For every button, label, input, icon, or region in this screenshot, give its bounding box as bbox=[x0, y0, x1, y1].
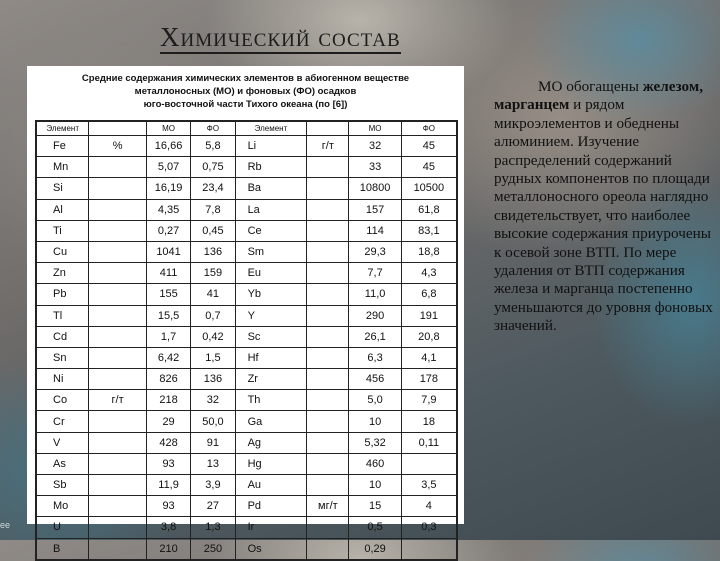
caption-line: металлоносных (МО) и фоновых (ФО) осадков bbox=[134, 86, 357, 97]
table-cell: 114 bbox=[349, 220, 401, 241]
table-cell: 26,1 bbox=[349, 326, 401, 347]
table-row bbox=[36, 390, 457, 411]
table-row bbox=[36, 199, 457, 220]
table-cell bbox=[307, 305, 349, 326]
table-cell: 10800 bbox=[349, 178, 401, 199]
table-cell bbox=[307, 538, 349, 560]
caption-line: юго-восточной части Тихого океана (по [6]) bbox=[143, 99, 348, 110]
table-cell: 6,3 bbox=[349, 347, 401, 368]
table-cell bbox=[307, 453, 349, 474]
table-cell: Si bbox=[36, 178, 89, 199]
table-row bbox=[36, 157, 457, 178]
table-cell bbox=[307, 178, 349, 199]
table-cell bbox=[89, 347, 146, 368]
table-cell: La bbox=[235, 199, 307, 220]
table-cell: 0,29 bbox=[349, 538, 401, 560]
table-cell: 0,45 bbox=[191, 220, 235, 241]
table-cell: 191 bbox=[401, 305, 457, 326]
table-cell: 83,1 bbox=[401, 220, 457, 241]
description-bold: железом, марганцем bbox=[494, 78, 703, 114]
table-cell: Cd bbox=[36, 326, 89, 347]
table-row bbox=[36, 475, 457, 496]
table-card bbox=[27, 66, 464, 555]
table-cell: Co bbox=[36, 390, 89, 411]
description-text bbox=[494, 78, 716, 336]
table-cell: 15 bbox=[349, 496, 401, 517]
table-cell: 428 bbox=[146, 432, 190, 453]
table-cell: 4,3 bbox=[401, 263, 457, 284]
table-row bbox=[36, 263, 457, 284]
table-cell: 0,3 bbox=[401, 517, 457, 538]
table-cell: 0,7 bbox=[191, 305, 235, 326]
table-cell: 10 bbox=[349, 411, 401, 432]
table-cell bbox=[307, 517, 349, 538]
table-cell: 15,5 bbox=[146, 305, 190, 326]
table-cell bbox=[307, 284, 349, 305]
table-cell: 6,42 bbox=[146, 347, 190, 368]
table-cell: 18 bbox=[401, 411, 457, 432]
table-cell bbox=[307, 475, 349, 496]
table-cell: 5,0 bbox=[349, 390, 401, 411]
table-cell bbox=[307, 199, 349, 220]
table-cell: B bbox=[36, 538, 89, 560]
table-row bbox=[36, 347, 457, 368]
composition-table bbox=[35, 120, 458, 561]
table-cell: Pd bbox=[235, 496, 307, 517]
table-cell: V bbox=[36, 432, 89, 453]
table-cell bbox=[89, 263, 146, 284]
table-cell: Zr bbox=[235, 369, 307, 390]
table-cell: 16,19 bbox=[146, 178, 190, 199]
table-cell: 27 bbox=[191, 496, 235, 517]
table-cell: 11,9 bbox=[146, 475, 190, 496]
table-cell: Al bbox=[36, 199, 89, 220]
table-cell bbox=[89, 432, 146, 453]
table-cell bbox=[307, 369, 349, 390]
table-cell: 3,9 bbox=[191, 475, 235, 496]
table-cell: г/т bbox=[89, 390, 146, 411]
table-cell: 3,8 bbox=[146, 517, 190, 538]
table-cell bbox=[89, 475, 146, 496]
table-cell: 45 bbox=[401, 136, 457, 157]
table-cell: 20,8 bbox=[401, 326, 457, 347]
table-cell bbox=[307, 411, 349, 432]
table-cell bbox=[307, 263, 349, 284]
table-cell: 29 bbox=[146, 411, 190, 432]
table-cell: Fe bbox=[36, 136, 89, 157]
table-row bbox=[36, 432, 457, 453]
table-row bbox=[36, 136, 457, 157]
table-cell: 0,42 bbox=[191, 326, 235, 347]
table-cell: 5,8 bbox=[191, 136, 235, 157]
table-cell: 16,66 bbox=[146, 136, 190, 157]
table-cell: Ti bbox=[36, 220, 89, 241]
table-cell bbox=[89, 199, 146, 220]
col-header-mo: МО bbox=[146, 121, 190, 136]
table-cell: 5,32 bbox=[349, 432, 401, 453]
table-cell: Cr bbox=[36, 411, 89, 432]
table-cell: 178 bbox=[401, 369, 457, 390]
table-cell: 7,9 bbox=[401, 390, 457, 411]
table-cell bbox=[307, 347, 349, 368]
table-cell: 5,07 bbox=[146, 157, 190, 178]
table-cell: Ga bbox=[235, 411, 307, 432]
table-cell: Tl bbox=[36, 305, 89, 326]
table-cell bbox=[307, 220, 349, 241]
table-cell: 32 bbox=[191, 390, 235, 411]
table-cell: 290 bbox=[349, 305, 401, 326]
description-intro: МО обогащены bbox=[538, 78, 643, 95]
table-cell: % bbox=[89, 136, 146, 157]
table-cell: 10500 bbox=[401, 178, 457, 199]
table-cell bbox=[89, 241, 146, 262]
table-cell: 50,0 bbox=[191, 411, 235, 432]
table-cell: 1041 bbox=[146, 241, 190, 262]
table-cell: 4,1 bbox=[401, 347, 457, 368]
table-cell: 250 bbox=[191, 538, 235, 560]
table-cell: мг/т bbox=[307, 496, 349, 517]
table-cell: 4,35 bbox=[146, 199, 190, 220]
table-cell: Ir bbox=[235, 517, 307, 538]
table-cell bbox=[89, 220, 146, 241]
table-cell: Ag bbox=[235, 432, 307, 453]
table-cell: Ni bbox=[36, 369, 89, 390]
table-row bbox=[36, 369, 457, 390]
table-cell: 10 bbox=[349, 475, 401, 496]
table-cell: Au bbox=[235, 475, 307, 496]
table-row bbox=[36, 284, 457, 305]
table-cell bbox=[89, 453, 146, 474]
table-cell: 41 bbox=[191, 284, 235, 305]
table-cell: 7,7 bbox=[349, 263, 401, 284]
table-cell: Sc bbox=[235, 326, 307, 347]
table-cell: 155 bbox=[146, 284, 190, 305]
col-header-element: Элемент bbox=[235, 121, 307, 136]
table-cell: Zn bbox=[36, 263, 89, 284]
table-cell: Mn bbox=[36, 157, 89, 178]
table-cell: 33 bbox=[349, 157, 401, 178]
table-cell: 0,5 bbox=[349, 517, 401, 538]
table-cell: г/т bbox=[307, 136, 349, 157]
table-cell: 13 bbox=[191, 453, 235, 474]
table-cell: Os bbox=[235, 538, 307, 560]
caption-line: Средние содержания химических элементов в абиогенном веществе bbox=[81, 73, 410, 84]
col-header-fo: ФО bbox=[191, 121, 235, 136]
table-cell: Sn bbox=[36, 347, 89, 368]
slide-title: Химический состав bbox=[160, 22, 401, 52]
table-cell: Yb bbox=[235, 284, 307, 305]
table-cell: Cu bbox=[36, 241, 89, 262]
table-row bbox=[36, 453, 457, 474]
table-cell bbox=[89, 157, 146, 178]
table-cell: 4 bbox=[401, 496, 457, 517]
table-row bbox=[36, 305, 457, 326]
table-cell: 1,3 bbox=[191, 517, 235, 538]
table-cell: 45 bbox=[401, 157, 457, 178]
table-cell: 0,11 bbox=[401, 432, 457, 453]
table-cell: 411 bbox=[146, 263, 190, 284]
table-cell bbox=[307, 326, 349, 347]
table-cell: 210 bbox=[146, 538, 190, 560]
table-cell bbox=[89, 284, 146, 305]
table-cell: 93 bbox=[146, 453, 190, 474]
table-cell: 0,27 bbox=[146, 220, 190, 241]
table-cell: 23,4 bbox=[191, 178, 235, 199]
col-header-unit bbox=[89, 121, 146, 136]
table-caption bbox=[27, 72, 464, 111]
table-cell: 1,5 bbox=[191, 347, 235, 368]
table-cell bbox=[89, 305, 146, 326]
table-cell bbox=[307, 241, 349, 262]
table-cell bbox=[307, 432, 349, 453]
table-cell bbox=[401, 453, 457, 474]
table-cell: Sb bbox=[36, 475, 89, 496]
table-cell: 0,75 bbox=[191, 157, 235, 178]
table-cell: 32 bbox=[349, 136, 401, 157]
table-cell: Ba bbox=[235, 178, 307, 199]
table-cell: Eu bbox=[235, 263, 307, 284]
table-cell: 3,5 bbox=[401, 475, 457, 496]
table-cell: 7,8 bbox=[191, 199, 235, 220]
table-cell bbox=[307, 157, 349, 178]
table-header-row bbox=[36, 121, 457, 136]
table-cell: U bbox=[36, 517, 89, 538]
table-row bbox=[36, 241, 457, 262]
table-cell bbox=[89, 178, 146, 199]
table-cell bbox=[307, 390, 349, 411]
table-cell: 456 bbox=[349, 369, 401, 390]
col-header-fo: ФО bbox=[401, 121, 457, 136]
description-rest: и рядом микроэлементов и обеднены алюминием. Изучение распределений содержаний рудных компонентов по площади металлоносного ореола наглядно свидетельствует, что наиболее высокие содержания приурочены к осевой зоне ВТП. По мере удаления от ВТП содержания железа и марганца постепенно уменьшаются до уровня фоновых значений. bbox=[494, 96, 713, 335]
table-row bbox=[36, 411, 457, 432]
table-cell: 460 bbox=[349, 453, 401, 474]
table-cell: 93 bbox=[146, 496, 190, 517]
table-cell bbox=[89, 496, 146, 517]
table-cell: 157 bbox=[349, 199, 401, 220]
table-row bbox=[36, 220, 457, 241]
table-cell: Y bbox=[235, 305, 307, 326]
table-cell: 1,7 bbox=[146, 326, 190, 347]
table-cell: 6,8 bbox=[401, 284, 457, 305]
table-cell: 136 bbox=[191, 369, 235, 390]
corner-text: ee bbox=[0, 520, 11, 530]
table-cell: Sm bbox=[235, 241, 307, 262]
table-cell: Rb bbox=[235, 157, 307, 178]
table-cell bbox=[401, 538, 457, 560]
table-cell: Pb bbox=[36, 284, 89, 305]
table-row bbox=[36, 517, 457, 538]
col-header-element: Элемент bbox=[36, 121, 89, 136]
table-cell bbox=[89, 411, 146, 432]
table-cell bbox=[89, 326, 146, 347]
table-cell: Th bbox=[235, 390, 307, 411]
table-cell: 61,8 bbox=[401, 199, 457, 220]
table-row bbox=[36, 496, 457, 517]
table-cell: 18,8 bbox=[401, 241, 457, 262]
table-cell: As bbox=[36, 453, 89, 474]
col-header-unit bbox=[307, 121, 349, 136]
table-cell: 136 bbox=[191, 241, 235, 262]
table-cell: 11,0 bbox=[349, 284, 401, 305]
table-cell: Hg bbox=[235, 453, 307, 474]
table-cell: 29,3 bbox=[349, 241, 401, 262]
table-cell: Mo bbox=[36, 496, 89, 517]
table-cell: 218 bbox=[146, 390, 190, 411]
table-cell: 826 bbox=[146, 369, 190, 390]
col-header-mo: МО bbox=[349, 121, 401, 136]
table-row bbox=[36, 178, 457, 199]
table-row bbox=[36, 326, 457, 347]
table-cell: Ce bbox=[235, 220, 307, 241]
table-cell: 159 bbox=[191, 263, 235, 284]
table-cell bbox=[89, 369, 146, 390]
table-cell bbox=[89, 517, 146, 538]
table-cell bbox=[89, 538, 146, 560]
table-row bbox=[36, 538, 457, 560]
table-cell: 91 bbox=[191, 432, 235, 453]
table-cell: Li bbox=[235, 136, 307, 157]
table-cell: Hf bbox=[235, 347, 307, 368]
